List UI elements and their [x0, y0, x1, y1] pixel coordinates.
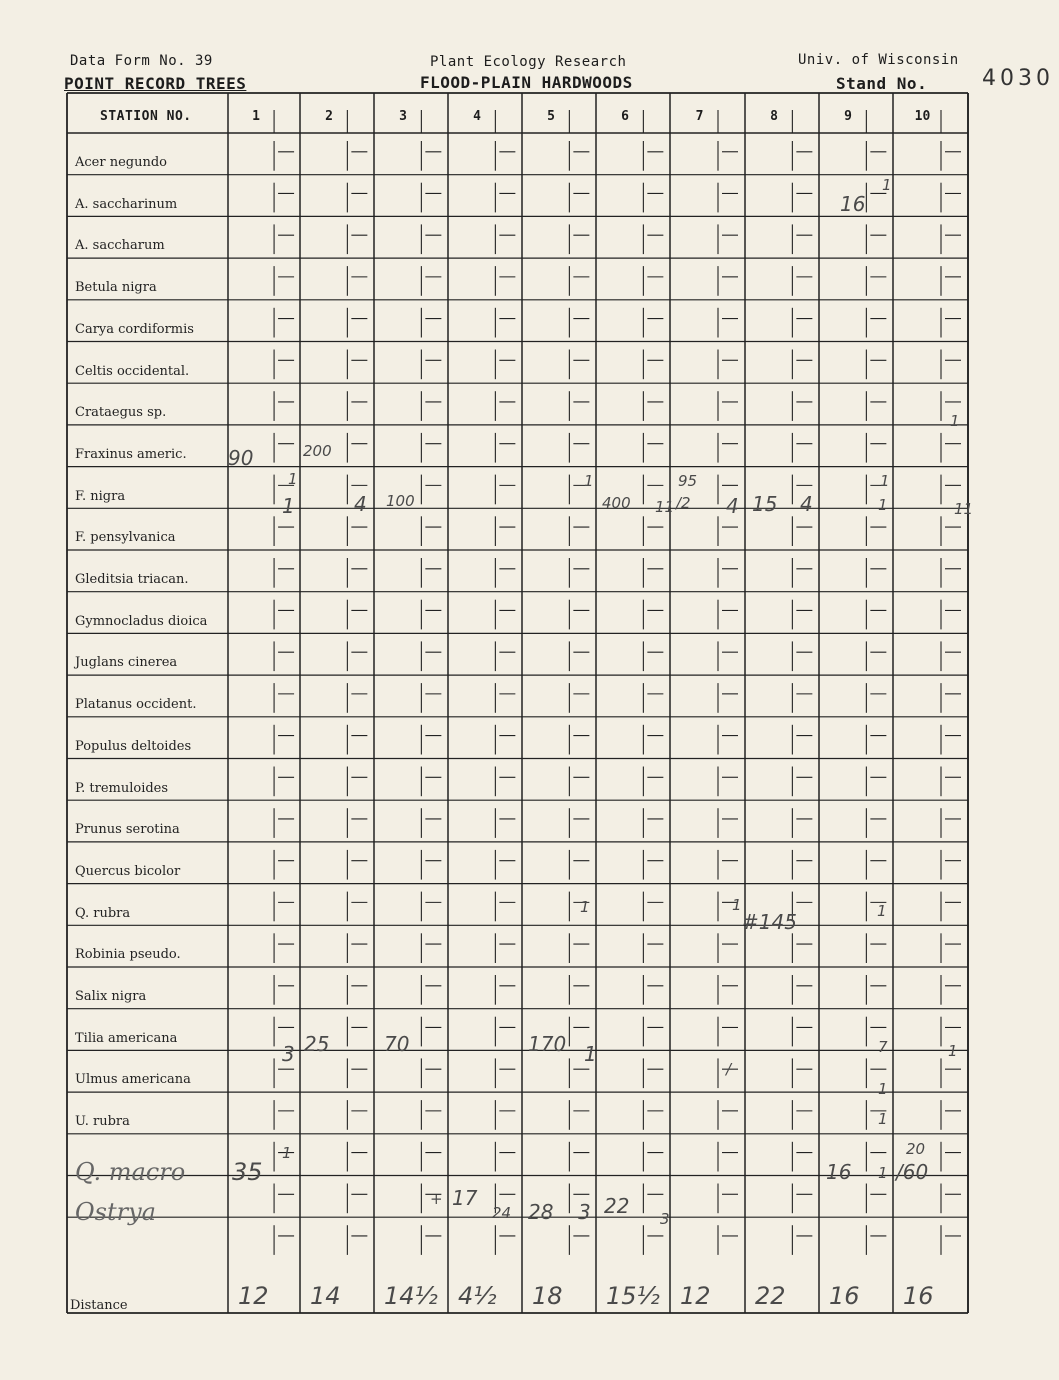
- species-label: F. nigra: [75, 488, 126, 504]
- species-label: Prunus serotina: [75, 822, 180, 838]
- entry-fnigra-3: 100: [386, 492, 415, 510]
- station-7-header: 7: [695, 109, 704, 124]
- entry-qrubra-7: 1: [732, 896, 742, 914]
- species-label: Gleditsia triacan.: [75, 572, 189, 587]
- species-label: F. pensylvanica: [75, 530, 176, 546]
- entry-ulmus-9: 1: [878, 1080, 888, 1098]
- entry-ulmus-7: /: [726, 1060, 732, 1078]
- station-header-label: STATION NO.: [100, 109, 192, 124]
- form-number: Data Form No. 39: [70, 53, 213, 69]
- stand-label: Stand No.: [836, 74, 928, 93]
- species-label: Acer negundo: [75, 155, 167, 170]
- handwritten-species-qmacro: Q. macro: [75, 1158, 186, 1186]
- station-5-header: 5: [547, 109, 555, 124]
- distance-station-3: 14½: [384, 1282, 438, 1310]
- entry-tilia-5: 170: [528, 1032, 567, 1056]
- species-label: A. saccharinum: [75, 196, 178, 212]
- entry-qrubra-8: #145: [742, 910, 797, 934]
- entry-qmacro-10b: /60: [896, 1160, 929, 1184]
- species-label: Quercus bicolor: [75, 863, 181, 879]
- entry-tilia-10: 1: [948, 1042, 958, 1060]
- species-label: Betula nigra: [75, 280, 157, 296]
- entry-tilia-1: 3: [282, 1042, 295, 1066]
- entry-fnigra-5: 1: [584, 472, 594, 490]
- distance-station-6: 15½: [606, 1282, 660, 1310]
- entry-fnigra-7a: 95: [678, 472, 698, 490]
- species-label: Robinia pseudo.: [75, 947, 181, 963]
- entry-qmacro-1: 35: [232, 1158, 263, 1186]
- entry-fnigra-7b: /2: [676, 494, 691, 512]
- distance-station-8: 22: [755, 1282, 786, 1310]
- entry-fraxinus-2: 200: [303, 442, 332, 460]
- entry-fnigra-8a: 15: [752, 492, 778, 516]
- entry-ostrya-5: 28: [528, 1200, 554, 1224]
- species-label: Ulmus americana: [75, 1072, 191, 1088]
- species-label: A. saccharum: [75, 238, 165, 254]
- stand-number: 4030: [982, 66, 1054, 91]
- entry-fnigra-7c: 4: [726, 494, 739, 518]
- entry-qmacro-9b: 1: [878, 1164, 888, 1182]
- station-10-header: 10: [914, 109, 931, 124]
- entry-fnigra-9b: 1: [878, 496, 888, 514]
- entry-fnigra-8b: 4: [800, 492, 813, 516]
- entry-ostrya-6b: 3: [660, 1210, 670, 1228]
- entry-tilia-5b: 1: [584, 1042, 597, 1066]
- entry-ostrya-4: 17: [452, 1186, 478, 1210]
- entry-tilia-2: 25: [304, 1032, 330, 1056]
- entry-crataegus-10: 1: [950, 412, 960, 430]
- species-label: Juglans cinerea: [75, 655, 178, 671]
- entry-fnigra-1: 1: [282, 494, 295, 518]
- entry-a-saccharinum-9b: 1: [882, 176, 892, 194]
- species-label: Tilia americana: [75, 1030, 178, 1046]
- species-label: Salix nigra: [75, 989, 147, 1004]
- entry-ostrya-4b: 24: [492, 1204, 512, 1222]
- entry-qmacro-9: 16: [826, 1160, 852, 1184]
- station-1-header: 1: [252, 109, 260, 124]
- species-label: Gymnocladus dioica: [75, 613, 208, 629]
- form-title: POINT RECORD TREES: [64, 74, 247, 93]
- distance-station-1: 12: [238, 1282, 269, 1310]
- distance-station-4: 4½: [458, 1282, 497, 1310]
- entry-fraxinus-2b: 1: [288, 470, 298, 488]
- entry-qmacro-10a: 20: [906, 1140, 926, 1158]
- station-2-header: 2: [325, 109, 333, 124]
- species-label: Celtis occidental.: [75, 363, 190, 379]
- entry-qrubra-9: 1: [877, 902, 887, 920]
- entry-ostrya-5b: 3: [578, 1200, 591, 1224]
- handwritten-species-ostrya: Ostrya: [75, 1198, 156, 1226]
- entry-fnigra-6b: 11: [655, 498, 675, 516]
- distance-station-7: 12: [680, 1282, 711, 1310]
- species-label: Q. rubra: [75, 905, 131, 921]
- entry-fnigra-2: 4: [354, 492, 367, 516]
- species-label: U. rubra: [75, 1114, 130, 1130]
- entry-tilia-9: 7: [878, 1038, 888, 1056]
- station-8-header: 8: [770, 109, 778, 124]
- distance-station-2: 14: [310, 1282, 341, 1310]
- entry-qmacro-1b: 1: [282, 1144, 292, 1162]
- species-label: Carya cordiformis: [75, 321, 194, 337]
- community-type: FLOOD-PLAIN HARDWOODS: [420, 73, 633, 92]
- species-label: Fraxinus americ.: [75, 446, 187, 462]
- station-4-header: 4: [473, 109, 481, 124]
- distance-station-10: 16: [903, 1282, 934, 1310]
- distance-station-5: 18: [532, 1282, 563, 1310]
- entry-tilia-3: 70: [384, 1032, 410, 1056]
- species-label: Crataegus sp.: [75, 405, 167, 421]
- entry-fnigra-10: 11: [954, 500, 974, 518]
- entry-a-saccharinum-9: 16: [840, 192, 866, 216]
- station-3-header: 3: [399, 109, 407, 124]
- entry-fnigra-9a: 1: [880, 472, 890, 490]
- entry-ostrya-6: 22: [604, 1194, 630, 1218]
- distance-label: Distance: [70, 1298, 128, 1313]
- distance-station-9: 16: [829, 1282, 860, 1310]
- entry-fraxinus-1: 90: [228, 446, 254, 470]
- organization: Plant Ecology Research: [430, 54, 627, 70]
- species-label: Platanus occident.: [75, 697, 197, 713]
- entry-qrubra-5: 1: [580, 898, 590, 916]
- station-6-header: 6: [621, 109, 629, 124]
- entry-urubra-9: 1: [878, 1110, 888, 1128]
- university: Univ. of Wisconsin: [798, 52, 959, 68]
- species-label: Populus deltoides: [75, 738, 192, 754]
- entry-ostrya-3: +: [430, 1190, 443, 1208]
- species-label: P. tremuloides: [75, 780, 169, 796]
- station-9-header: 9: [844, 109, 852, 124]
- entry-fnigra-6: 400: [602, 494, 631, 512]
